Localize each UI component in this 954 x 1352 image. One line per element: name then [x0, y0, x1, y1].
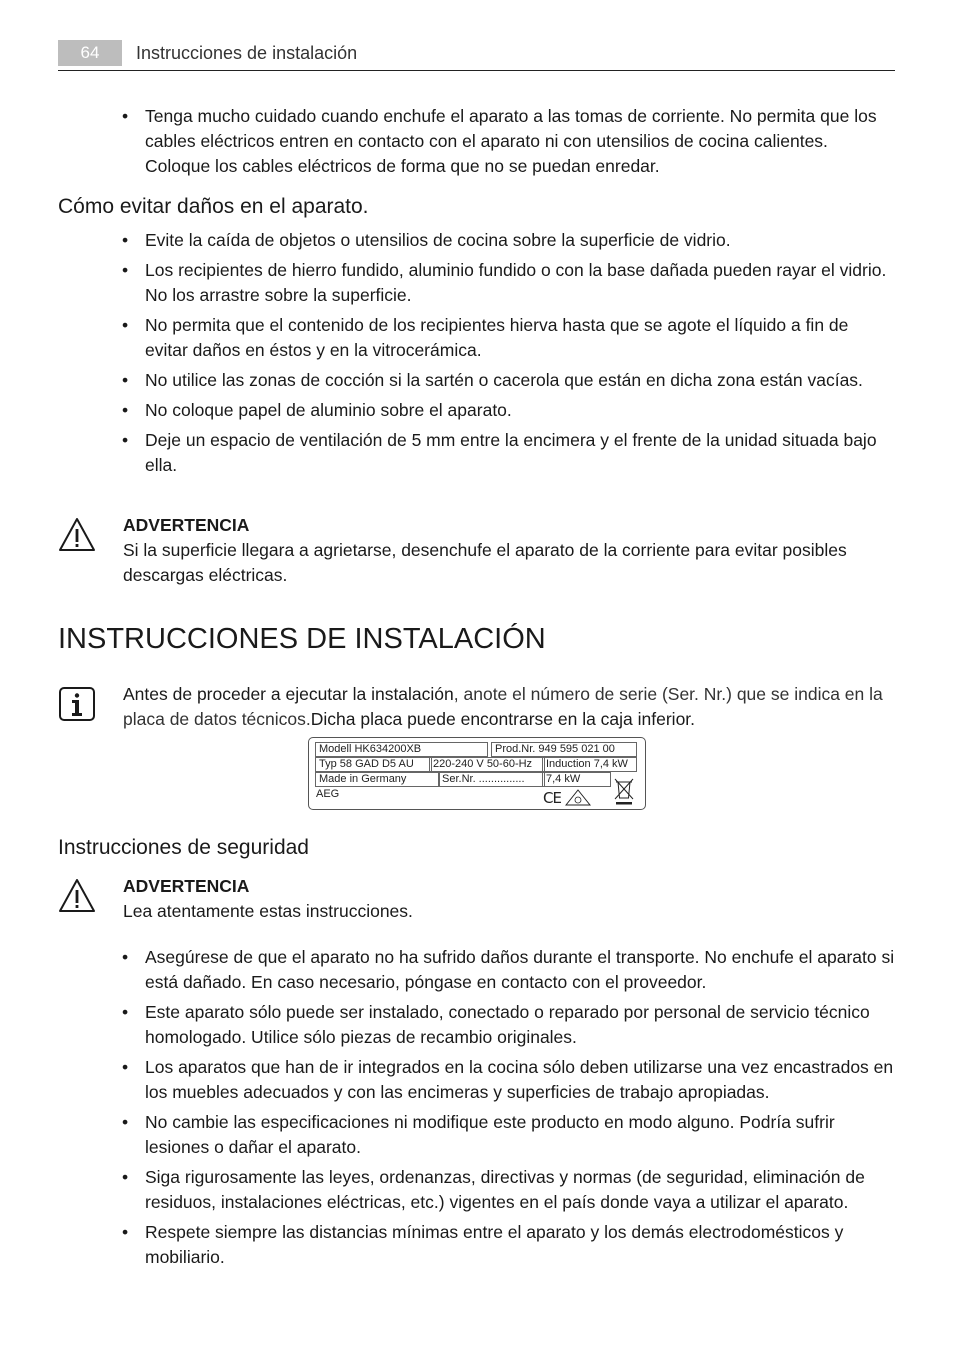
- info-text-a: Antes de proceder a ejecutar la instalación: [123, 684, 454, 704]
- plate-ser-nr: Ser.Nr. ...............: [438, 772, 545, 787]
- page-number: 64: [58, 40, 122, 66]
- header-title: Instrucciones de instalación: [136, 43, 358, 63]
- warning-notice: [58, 874, 895, 924]
- section-heading: Instrucciones de seguridad: [58, 836, 309, 859]
- plate-typ: Typ 58 GAD D5 AU: [315, 757, 432, 772]
- list-item: • Evite la caída de objetos o utensilios de cocina sobre la superficie de vidrio.: [58, 228, 895, 253]
- list-item: • Deje un espacio de ventilación de 5 mm entre la encimera y el frente de la unidad situada bajo ella.: [58, 428, 895, 478]
- plate-brand: AEG: [316, 788, 340, 800]
- info-icon: [58, 686, 96, 722]
- warning-text: Lea atentamente estas instrucciones.: [123, 901, 413, 921]
- intro-list: [58, 104, 895, 184]
- plate-made-in: Made in Germany: [315, 772, 440, 787]
- warning-icon: [58, 878, 96, 914]
- list-item: • Siga rigurosamente las leyes, ordenanzas, directivas y normas (de seguridad, eliminación de residuos, instalaciones eléctricas, etc.) vigentes en el país donde vaya a utilizar el aparato.: [58, 1165, 895, 1215]
- weee-bin-icon: [612, 776, 636, 806]
- list-item: • Respete siempre las distancias mínimas entre el aparato y los demás electrodomésticos y mobiliario.: [58, 1220, 895, 1270]
- ce-mark: CE: [543, 789, 561, 807]
- warning-label: ADVERTENCIA: [123, 515, 250, 535]
- warning-icon: [58, 517, 96, 553]
- list-item: • No utilice las zonas de cocción si la sartén o cacerola que están en dicha zona están vacías.: [58, 368, 895, 393]
- plate-prod-nr: Prod.Nr. 949 595 021 00: [491, 742, 637, 757]
- plate-voltage: 220-240 V 50-60-Hz: [429, 757, 545, 772]
- info-notice: [58, 682, 895, 732]
- list-item: • Este aparato sólo puede ser instalado, conectado o reparado por personal de servicio técnico homologado. Utilice sólo piezas de recambio originales.: [58, 1000, 895, 1050]
- list-item: • Tenga mucho cuidado cuando enchufe el aparato a las tomas de corriente. No permita que los cables eléctricos entren en contacto con el aparato ni con utensilios de cocina calientes. Coloque los cables eléctricos de forma que no se puedan enredar.: [58, 104, 895, 179]
- plate-modell: Modell HK634200XB: [315, 742, 488, 757]
- warning-notice: [58, 513, 895, 588]
- damage-heading-block: [58, 193, 895, 221]
- list-item: • Los recipientes de hierro fundido, aluminio fundido o con la base dañada pueden rayar el vidrio. No los arrastre sobre la superficie.: [58, 258, 895, 308]
- warning-text: Si la superficie llegara a agrietarse, desenchufe el aparato de la corriente para evitar posibles descargas eléctricas.: [123, 540, 847, 585]
- info-text-c: Dicha placa puede encontrarse en la caja inferior.: [310, 709, 696, 729]
- install-heading-block: [58, 621, 895, 657]
- page-title: INSTRUCCIONES DE INSTALACIÓN: [58, 623, 546, 655]
- damage-list: [58, 228, 895, 483]
- list-item: • No cambie las especificaciones ni modifique este producto en modo alguno. Podría sufrir lesiones o dañar el aparato.: [58, 1110, 895, 1160]
- warning-label: ADVERTENCIA: [123, 876, 250, 896]
- list-item: • Los aparatos que han de ir integrados en la cocina sólo deben utilizarse una vez encastrados en los muebles adecuados y con las encimeras y superficies de trabajo apropiadas.: [58, 1055, 895, 1105]
- info-text-b: , anote el número de serie (Ser. Nr.) que se indica en la placa de datos técnicos.: [123, 684, 883, 729]
- section-heading: Cómo evitar daños en el aparato.: [58, 195, 369, 218]
- list-item: • No permita que el contenido de los recipientes hierva hasta que se agote el líquido a fin de evitar daños en éstos y en la vitrocerámica.: [58, 313, 895, 363]
- plate-power: 7,4 kW: [542, 772, 611, 787]
- list-item: • Asegúrese de que el aparato no ha sufrido daños durante el transporte. No enchufe el aparato si está dañado. En caso necesario, póngase en contacto con el proveedor.: [58, 945, 895, 995]
- plate-induction: Induction 7,4 kW: [542, 757, 637, 772]
- safety-list: [58, 945, 895, 1275]
- safety-mark-icon: [565, 789, 591, 806]
- safety-heading-block: [58, 834, 895, 862]
- list-item: • No coloque papel de aluminio sobre el aparato.: [58, 398, 895, 423]
- rating-plate: [308, 737, 646, 810]
- page-header: [58, 38, 895, 71]
